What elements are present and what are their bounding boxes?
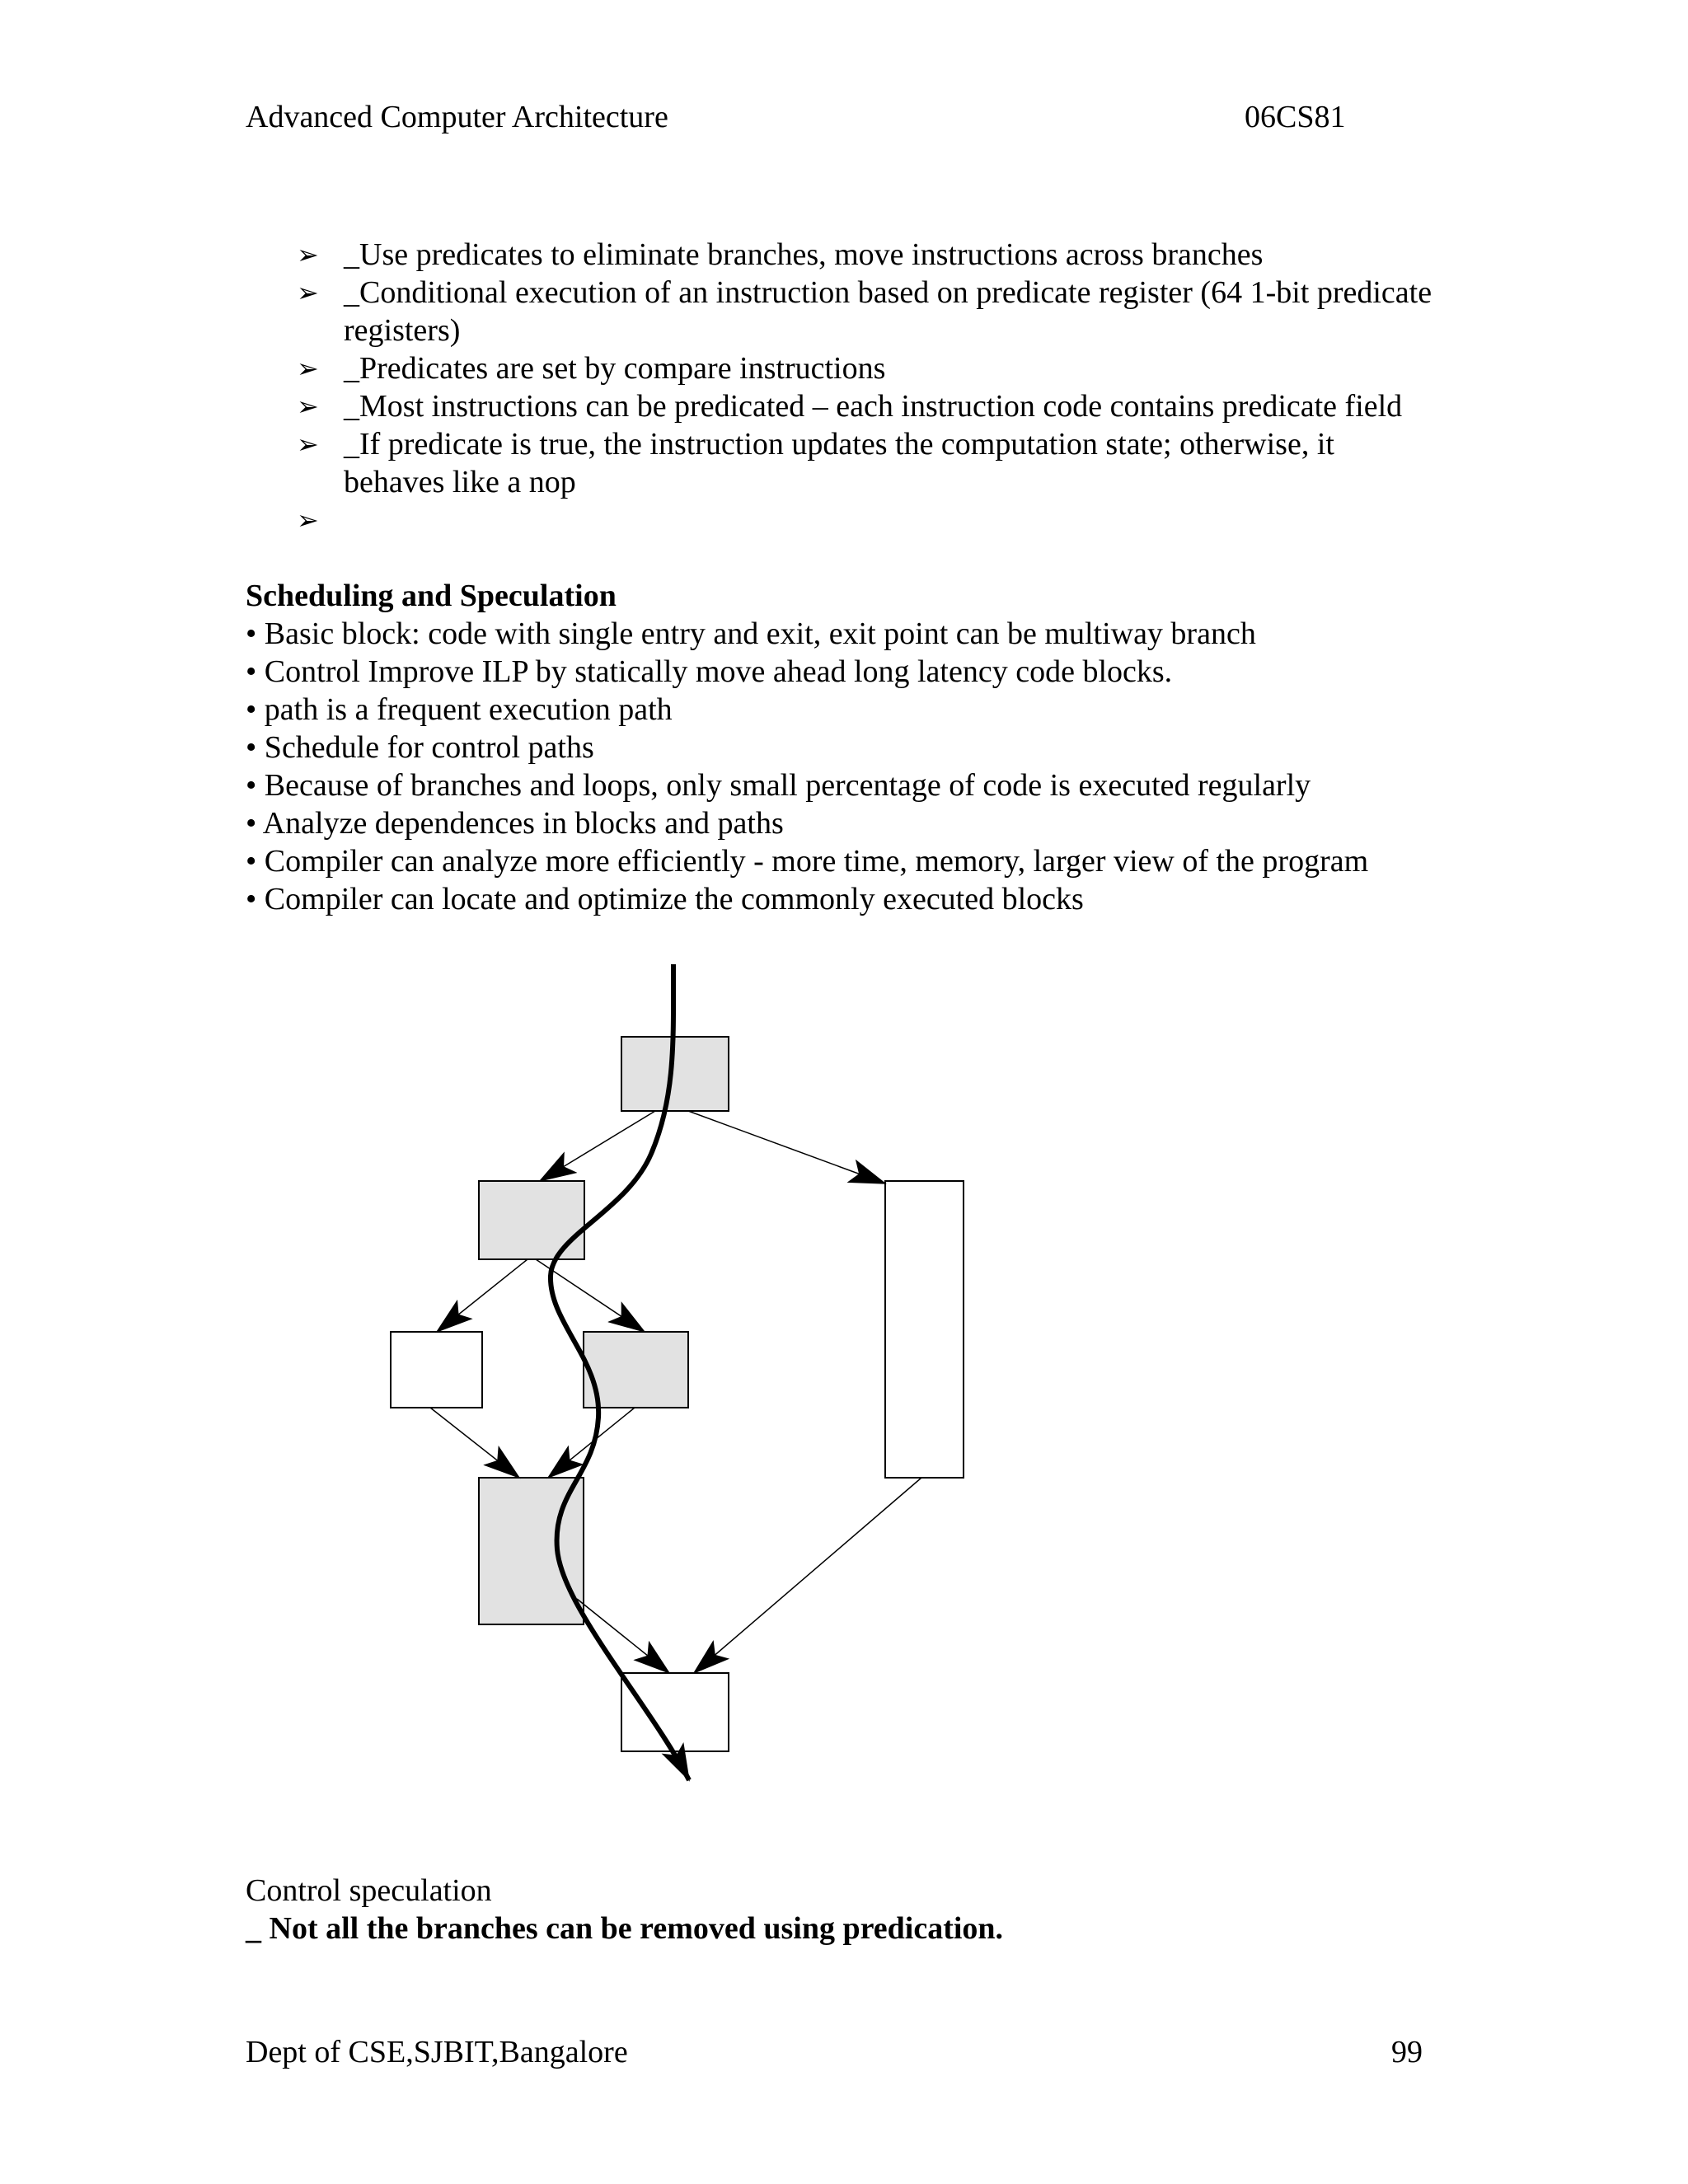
list-item: • Schedule for control paths bbox=[246, 730, 594, 765]
cfg-edge bbox=[430, 1408, 519, 1478]
cfg-edge bbox=[688, 1111, 885, 1183]
cfg-edge bbox=[577, 1599, 669, 1673]
control-speculation-label: Control speculation bbox=[246, 1873, 492, 1908]
predicate-bullet-text: _Use predicates to eliminate branches, move instructions across branches bbox=[344, 237, 1264, 272]
header-code: 06CS81 bbox=[1245, 100, 1346, 134]
predicate-bullet-text: _Conditional execution of an instruction based on predicate register (64 1-bit predicate registers) bbox=[344, 275, 1432, 348]
header-title: Advanced Computer Architecture bbox=[246, 100, 668, 134]
page-number: 99 bbox=[1391, 2035, 1423, 2069]
predicate-bullet-text: _Predicates are set by compare instructions bbox=[344, 351, 886, 386]
arrowhead-bullet-icon: ➢ bbox=[297, 504, 319, 536]
basic-block-exit bbox=[621, 1673, 729, 1751]
predicate-bullet-text: _Most instructions can be predicated – each instruction code contains predicate field bbox=[344, 389, 1403, 424]
basic-block-right-tall bbox=[885, 1181, 964, 1478]
basic-block-left-small bbox=[391, 1332, 482, 1408]
arrowhead-bullet-icon: ➢ bbox=[297, 429, 319, 460]
list-item: • Control Improve ILP by statically move ahead long latency code blocks. bbox=[246, 654, 1173, 689]
list-item: • Basic block: code with single entry and exit, exit point can be multiway branch bbox=[246, 616, 1256, 651]
arrowhead-bullet-icon: ➢ bbox=[297, 353, 319, 384]
arrowhead-bullet-icon: ➢ bbox=[297, 277, 319, 308]
arrowhead-bullet-icon: ➢ bbox=[297, 391, 319, 422]
basic-block-top bbox=[621, 1037, 729, 1111]
section-title: Scheduling and Speculation bbox=[246, 579, 617, 613]
footer-dept: Dept of CSE,SJBIT,Bangalore bbox=[246, 2035, 628, 2069]
cfg-edge bbox=[694, 1478, 921, 1673]
list-item: • path is a frequent execution path bbox=[246, 692, 673, 727]
list-item: • Analyze dependences in blocks and paths bbox=[246, 806, 784, 841]
cfg-edge bbox=[540, 1111, 655, 1181]
arrowhead-bullet-icon: ➢ bbox=[297, 239, 319, 270]
control-speculation-note: _ Not all the branches can be removed using predication. bbox=[246, 1911, 1004, 1946]
predicate-bullet-text: _If predicate is true, the instruction updates the computation state; otherwise, it behaves like a nop bbox=[344, 427, 1334, 499]
basic-block-left-upper bbox=[479, 1181, 584, 1259]
list-item: • Compiler can locate and optimize the commonly executed blocks bbox=[246, 882, 1084, 916]
list-item: • Because of branches and loops, only small percentage of code is executed regularly bbox=[246, 768, 1311, 803]
list-item: • Compiler can analyze more efficiently - more time, memory, larger view of the program bbox=[246, 844, 1369, 879]
cfg-edge bbox=[548, 1408, 635, 1478]
cfg-edge bbox=[437, 1259, 528, 1332]
